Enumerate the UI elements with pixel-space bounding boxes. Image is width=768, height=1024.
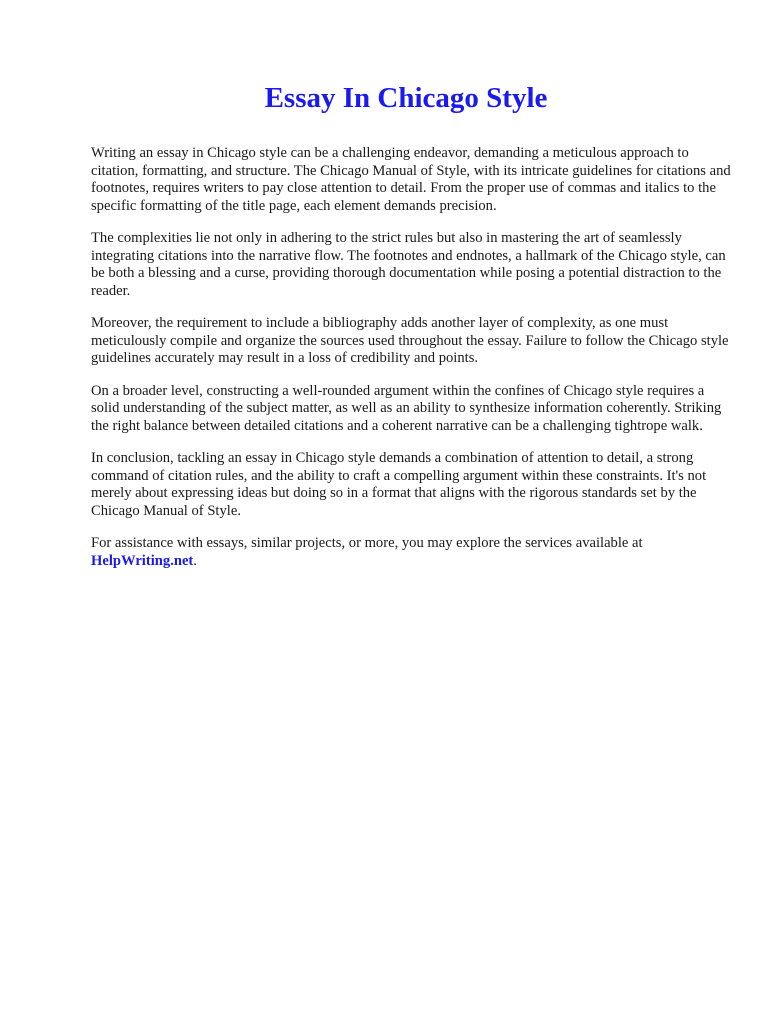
paragraph-1: Writing an essay in Chicago style can be a challenging endeavor, demanding a meticulous approach to citation, formatting, and structure. The Chicago Manual of Style, with its intricate guidelines for citations and footnotes, requires writers to pay close attention to detail. From the proper use of commas and italics to the specific formatting of the title page, each element demands precision. bbox=[91, 145, 731, 214]
paragraph-2: The complexities lie not only in adhering to the strict rules but also in mastering the art of seamlessly integrating citations into the narrative flow. The footnotes and endnotes, a hallmark of the Chicago style, can be both a blessing and a curse, providing thorough documentation while posing a potential distraction to the reader. bbox=[91, 230, 726, 299]
page-title: Essay In Chicago Style bbox=[264, 82, 548, 114]
paragraph-4: On a broader level, constructing a well-rounded argument within the confines of Chicago style requires a solid understanding of the subject matter, as well as an ability to synthesize information coherently. Striking the right balance between detailed citations and a coherent narrative can be a challenging tightrope walk. bbox=[91, 382, 722, 434]
paragraph-5: In conclusion, tackling an essay in Chicago style demands a combination of attention to detail, a strong command of citation rules, and the ability to craft a compelling argument within these constraints. It's not merely about expressing ideas but doing so in a format that aligns with the rigorous standards set by the Chicago Manual of Style. bbox=[91, 450, 707, 519]
closing-period: . bbox=[193, 552, 197, 569]
helpwriting-link[interactable]: HelpWriting.net bbox=[91, 552, 194, 569]
document-body bbox=[91, 145, 731, 585]
closing-paragraph bbox=[91, 535, 731, 570]
paragraph-3: Moreover, the requirement to include a bibliography adds another layer of complexity, as one must meticulously compile and organize the sources used throughout the essay. Failure to follow the Chicago style guidelines accurately may result in a loss of credibility and points. bbox=[91, 315, 729, 366]
closing-text: For assistance with essays, similar projects, or more, you may explore the services available at bbox=[91, 535, 643, 551]
